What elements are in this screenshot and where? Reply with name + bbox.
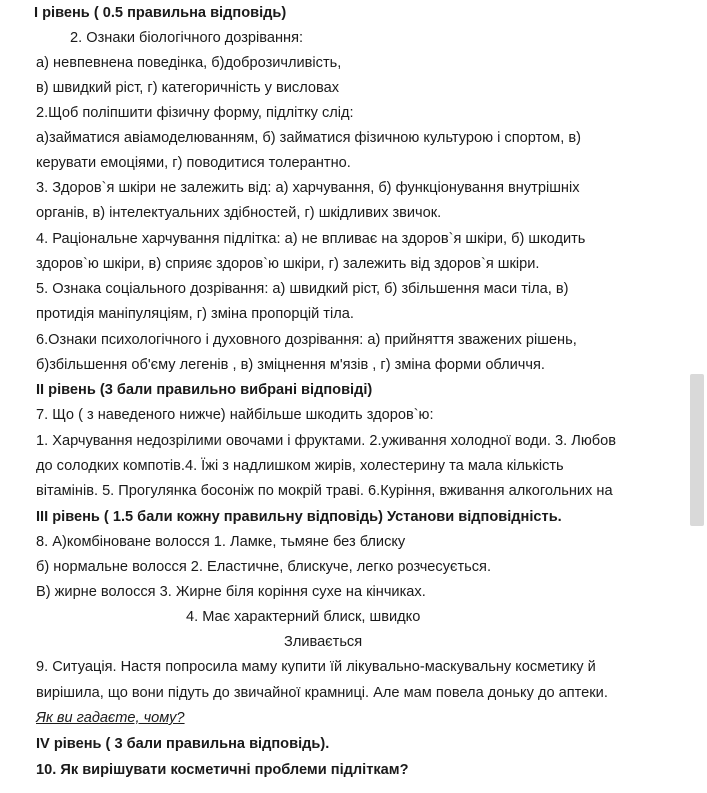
question-2b-title: 2.Щоб поліпшити фізичну форму, підлітку слід: <box>36 105 354 121</box>
question-7-title: 7. Що ( з наведеного нижче) найбільше шкодить здоров`ю: <box>36 407 434 423</box>
question-2-options-line-1: а) невпевнена поведінка, б)доброзичливість, <box>36 55 342 71</box>
question-9-line-2: вирішила, що вони підуть до звичайної крамниці. Але мам повела доньку до аптеки. <box>36 685 608 701</box>
question-5-line-2: протидія маніпуляціям, г) зміна пропорцій тіла. <box>36 306 354 322</box>
question-8-row-c: В) жирне волосся 3. Жирне біля коріння сухе на кінчиках. <box>36 584 426 600</box>
level-3-heading: III рівень ( 1.5 бали кожну правильну відповідь) Установи відповідність. <box>36 509 562 525</box>
question-5-line-1: 5. Ознака соціального дозрівання: а) швидкий ріст, б) збільшення маси тіла, в) <box>36 281 569 297</box>
question-8-option-4-continued: Зливається <box>284 634 363 650</box>
question-8-row-b: б) нормальне волосся 2. Еластичне, блискуче, легко розчесується. <box>36 559 491 575</box>
question-4-line-2: здоров`ю шкіри, в) сприяє здоров`ю шкіри, г) залежить від здоров`я шкіри. <box>36 256 540 272</box>
question-9-line-1: 9. Ситуація. Настя попросила маму купити їй лікувально-маскувальну косметику й <box>36 659 596 675</box>
level-4-heading: IV рівень ( 3 бали правильна відповідь). <box>36 736 330 752</box>
question-2-options-line-2: в) швидкий ріст, г) категоричність у висловах <box>36 80 340 96</box>
level-1-heading: I рівень ( 0.5 правильна відповідь) <box>34 5 287 21</box>
scrollbar-thumb[interactable] <box>690 374 704 526</box>
question-7-text-line-3: вітамінів. 5. Прогулянка босоніж по мокрій траві. 6.Куріння, вживання алкогольних на <box>36 483 613 499</box>
question-7-text-line-1: 1. Харчування недозрілими овочами і фруктами. 2.уживання холодної води. 3. Любов <box>36 433 616 449</box>
question-10-title: 10. Як вирішувати косметичні проблеми підліткам? <box>36 762 409 778</box>
question-3-line-1: 3. Здоров`я шкіри не залежить від: а) харчування, б) функціонування внутрішніх <box>36 180 580 196</box>
question-6-line-2: б)збільшення об'єму легенів , в) зміцнення м'язів , г) зміна форми обличчя. <box>36 357 545 373</box>
question-6-line-1: 6.Ознаки психологічного і духовного дозрівання: а) прийняття зважених рішень, <box>36 332 577 348</box>
question-3-line-2: органів, в) інтелектуальних здібностей, г) шкідливих звичок. <box>36 205 442 221</box>
question-4-line-1: 4. Раціональне харчування підлітка: а) не впливає на здоров`я шкіри, б) шкодить <box>36 231 586 247</box>
level-2-heading: II рівень (3 бали правильно вибрані відповіді) <box>36 382 373 398</box>
question-8-row-a: 8. А)комбіноване волосся 1. Ламке, тьмяне без блиску <box>36 534 406 550</box>
question-2b-options-line-1: а)займатися авіамоделюванням, б) займатися фізичною культурою і спортом, в) <box>36 130 581 146</box>
question-9-prompt-link[interactable]: Як ви гадаєте, чому? <box>36 710 185 726</box>
question-2-title: 2. Ознаки біологічного дозрівання: <box>70 30 304 46</box>
question-7-text-line-2: до солодких компотів.4. Їжі з надлишком жирів, холестерину та мала кількість <box>36 458 564 474</box>
question-8-option-4: 4. Має характерний блиск, швидко <box>186 609 421 625</box>
question-2b-options-line-2: керувати емоціями, г) поводитися толерантно. <box>36 155 351 171</box>
